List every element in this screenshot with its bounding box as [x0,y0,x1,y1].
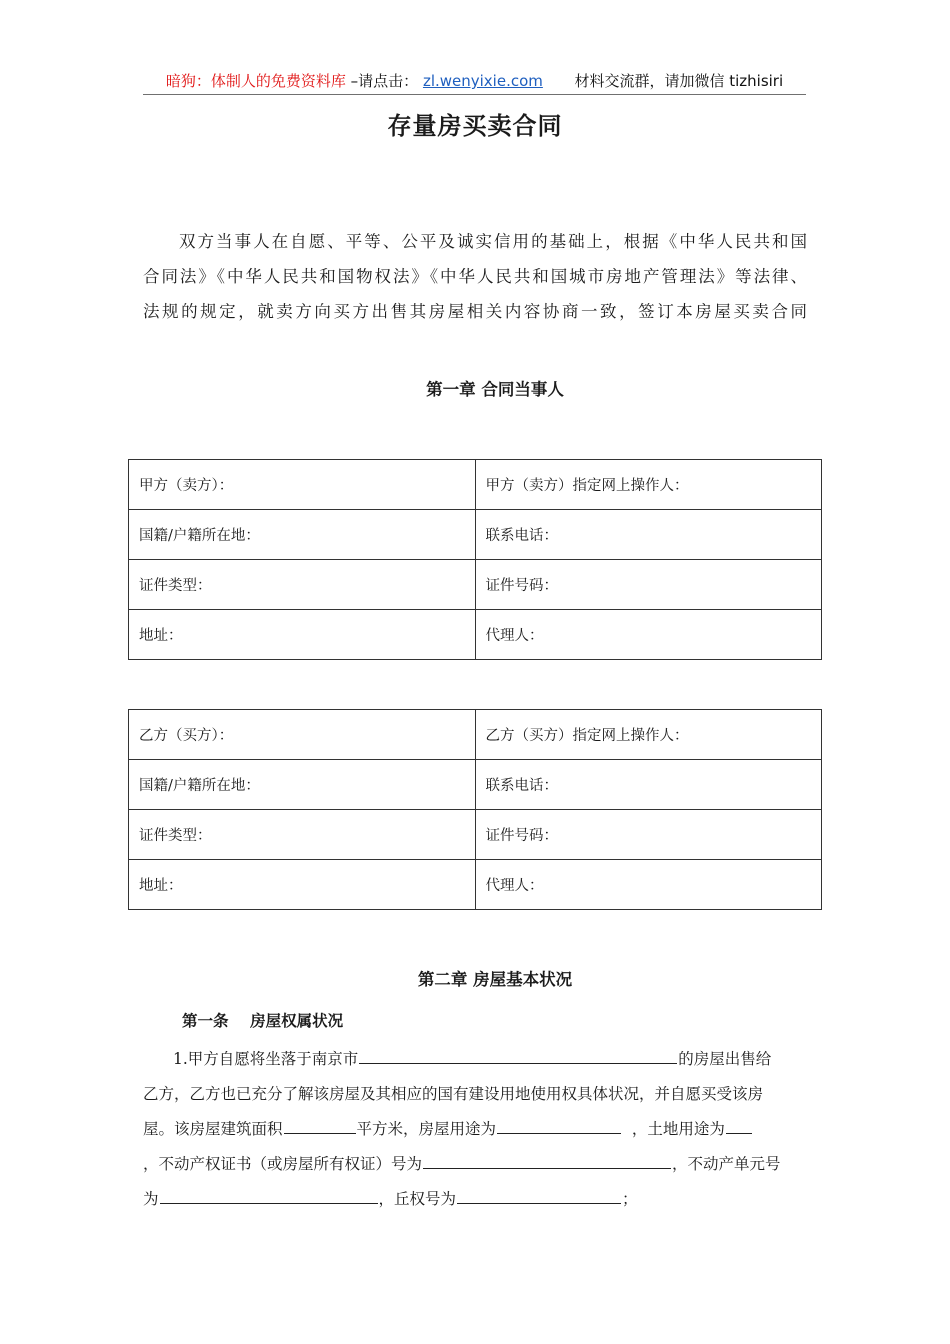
seller-id-number-field[interactable]: 证件号码： [475,560,822,610]
page-header [143,70,806,95]
table-row [129,710,822,760]
land-usage-blank[interactable] [726,1115,752,1134]
clause-text: ，土地用途为 [622,1120,725,1138]
buyer-name-field[interactable]: 乙方（买方）： [129,710,476,760]
document-title: 存量房买卖合同 [387,112,563,140]
seller-id-type-field[interactable]: 证件类型： [129,560,476,610]
seller-phone-field[interactable]: 联系电话： [475,510,822,560]
table-row [129,760,822,810]
clause-line [143,1182,807,1217]
table-row [129,860,822,910]
chapter-2-title: 第二章 房屋基本状况 [417,970,573,989]
seller-agent-field[interactable]: 代理人： [475,610,822,660]
website-link[interactable]: zl.wenyixie.com [422,72,543,90]
chapter-1-title: 第一章 合同当事人 [426,380,564,399]
clause-1 [143,1042,807,1217]
buyer-info-table [128,709,822,910]
table-row [129,810,822,860]
wechat-group-text: 材料交流群，请加微信 tizhisiri [574,72,784,90]
clause-line [143,1042,807,1077]
clause-text: ，不动产权证书（或房屋所有权证）号为 [143,1155,423,1173]
table-row [129,560,822,610]
parcel-number-blank[interactable] [457,1185,621,1204]
clause-text: ； [622,1190,638,1208]
clause-line [143,1112,807,1147]
table-row [129,460,822,510]
location-blank[interactable] [359,1045,677,1064]
buyer-id-number-field[interactable]: 证件号码： [475,810,822,860]
clause-text: ，丘权号为 [378,1190,457,1208]
clause-text: 屋。该房屋建筑面积 [143,1120,283,1138]
seller-address-field[interactable]: 地址： [129,610,476,660]
intro-paragraph [143,224,807,329]
floor-area-blank[interactable] [284,1115,356,1134]
clause-text: 为 [143,1190,159,1208]
clause-line [143,1077,807,1112]
table-row [129,610,822,660]
seller-operator-field[interactable]: 甲方（卖方）指定网上操作人： [475,460,822,510]
buyer-agent-field[interactable]: 代理人： [475,860,822,910]
seller-name-field[interactable]: 甲方（卖方）： [129,460,476,510]
seller-nationality-field[interactable]: 国籍/户籍所在地： [129,510,476,560]
promo-text: 暗狗：体制人的免费资料库 [165,72,346,90]
buyer-phone-field[interactable]: 联系电话： [475,760,822,810]
intro-line: 合同法》《中华人民共和国物权法》《中华人民共和国城市房地产管理法》等法律、 [143,267,807,286]
buyer-operator-field[interactable]: 乙方（买方）指定网上操作人： [475,710,822,760]
buyer-nationality-field[interactable]: 国籍/户籍所在地： [129,760,476,810]
property-cert-number-blank[interactable] [423,1150,671,1169]
click-prefix: –请点击： [350,72,419,90]
clause-text: 平方米，房屋用途为 [356,1120,497,1138]
seller-info-table [128,459,822,660]
intro-line: 法规的规定，就卖方向买方出售其房屋相关内容协商一致，签订本房屋买卖合同 [143,302,807,321]
table-row [129,510,822,560]
clause-text: 1.甲方自愿将坐落于南京市 [173,1050,359,1068]
intro-line: 双方当事人在自愿、平等、公平及诚实信用的基础上，根据《中华人民共和国 [179,232,807,251]
buyer-address-field[interactable]: 地址： [129,860,476,910]
clause-text: ，不动产单元号 [672,1155,781,1173]
clause-text: 的房屋出售给 [678,1050,772,1068]
buyer-id-type-field[interactable]: 证件类型： [129,810,476,860]
house-usage-blank[interactable] [497,1115,621,1134]
property-unit-number-blank[interactable] [160,1185,378,1204]
clause-text: 乙方，乙方也已充分了解该房屋及其相应的国有建设用地使用权具体状况，并自愿买受该房 [143,1085,764,1103]
article-1-title: 第一条 房屋权属状况 [182,1012,344,1030]
clause-line [143,1147,807,1182]
